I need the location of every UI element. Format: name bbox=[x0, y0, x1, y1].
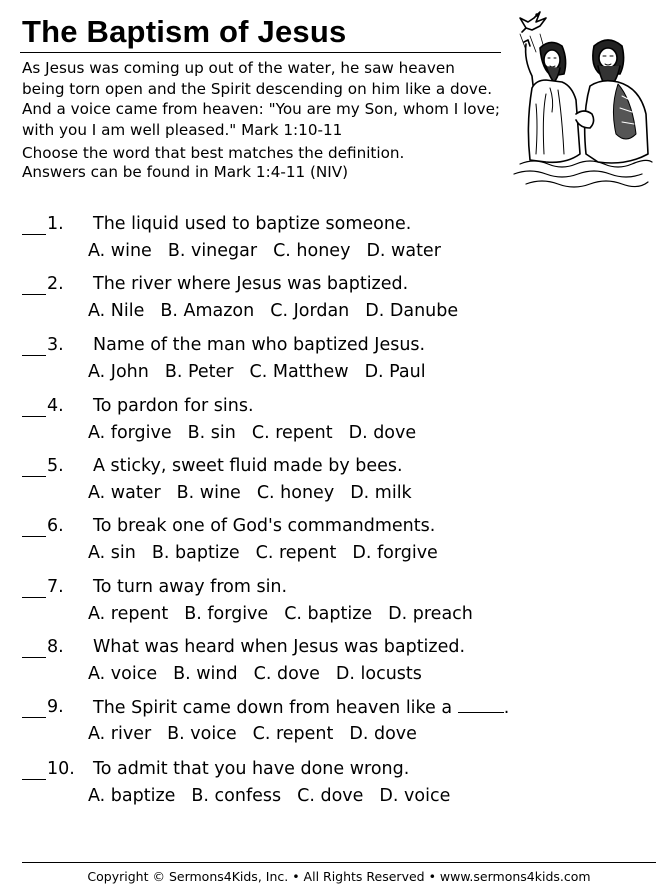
answer-blank[interactable] bbox=[22, 717, 46, 718]
choice-d: D. Paul bbox=[364, 362, 426, 382]
answer-choices bbox=[88, 423, 432, 443]
footer-divider bbox=[22, 862, 656, 863]
question-text: To admit that you have done wrong. bbox=[93, 759, 410, 779]
question-2 bbox=[0, 272, 672, 330]
dove-icon bbox=[520, 12, 546, 32]
question-number: 5. bbox=[47, 456, 64, 476]
choice-d: D. water bbox=[366, 241, 441, 261]
instructions-line-1: Choose the word that best matches the definition. bbox=[22, 144, 405, 162]
question-number: 4. bbox=[47, 396, 64, 416]
answer-blank[interactable] bbox=[22, 416, 46, 417]
choice-a: A. water bbox=[88, 483, 161, 503]
choice-d: D. locusts bbox=[335, 664, 422, 684]
choice-d: D. Danube bbox=[365, 301, 459, 321]
choice-a: A. repent bbox=[88, 604, 169, 624]
question-text: Name of the man who baptized Jesus. bbox=[93, 335, 426, 355]
choice-b: B. sin bbox=[187, 423, 236, 443]
question-4 bbox=[0, 394, 672, 452]
title-divider bbox=[20, 52, 501, 53]
answer-choices bbox=[88, 241, 457, 261]
question-text: To pardon for sins. bbox=[93, 396, 254, 416]
choice-d: D. dove bbox=[348, 423, 417, 443]
question-5 bbox=[0, 454, 672, 512]
choice-c: C. Matthew bbox=[249, 362, 349, 382]
answer-blank[interactable] bbox=[22, 234, 46, 235]
question-text-end: . bbox=[503, 698, 510, 718]
answer-choices bbox=[88, 301, 474, 321]
question-text: What was heard when Jesus was baptized. bbox=[93, 637, 466, 657]
choice-a: A. forgive bbox=[88, 423, 172, 443]
answer-choices bbox=[88, 724, 433, 744]
choice-b: B. confess bbox=[191, 786, 282, 806]
instructions-line-2: Answers can be found in Mark 1:4-11 (NIV) bbox=[22, 163, 349, 181]
question-text-main: The Spirit came down from heaven like a bbox=[93, 698, 453, 718]
choice-a: A. sin bbox=[88, 543, 136, 563]
choice-c: C. repent bbox=[251, 423, 333, 443]
answer-choices bbox=[88, 786, 466, 806]
answer-blank[interactable] bbox=[22, 476, 46, 477]
choice-c: C. baptize bbox=[284, 604, 373, 624]
choice-d: D. forgive bbox=[352, 543, 438, 563]
choice-c: C. repent bbox=[255, 543, 337, 563]
choice-c: C. Jordan bbox=[270, 301, 350, 321]
choice-b: B. voice bbox=[167, 724, 237, 744]
question-text: The river where Jesus was baptized. bbox=[93, 274, 409, 294]
question-number: 9. bbox=[47, 697, 64, 717]
jesus-figure bbox=[524, 40, 580, 162]
choice-d: D. dove bbox=[349, 724, 417, 744]
question-7 bbox=[0, 575, 672, 633]
answer-blank[interactable] bbox=[22, 657, 46, 658]
choice-b: B. Amazon bbox=[160, 301, 255, 321]
question-number: 2. bbox=[47, 274, 64, 294]
copyright-footer: Copyright © Sermons4Kids, Inc. • All Rights Reserved • www.sermons4kids.com bbox=[87, 869, 591, 884]
question-9 bbox=[0, 695, 672, 753]
water-ripples bbox=[514, 160, 652, 187]
question-text: A sticky, sweet fluid made by bees. bbox=[93, 456, 403, 476]
question-1 bbox=[0, 212, 672, 270]
choice-c: C. honey bbox=[273, 241, 351, 261]
choice-d: D. voice bbox=[379, 786, 451, 806]
answer-choices bbox=[88, 543, 454, 563]
choice-b: B. wine bbox=[176, 483, 241, 503]
question-number: 7. bbox=[47, 577, 64, 597]
answer-choices bbox=[88, 483, 428, 503]
choice-b: B. forgive bbox=[184, 604, 269, 624]
answer-choices bbox=[88, 664, 438, 684]
question-text: To break one of God's commandments. bbox=[93, 516, 436, 536]
choice-a: A. John bbox=[88, 362, 149, 382]
question-text bbox=[93, 697, 509, 718]
answer-blank[interactable] bbox=[22, 597, 46, 598]
fill-in-blank bbox=[458, 697, 504, 713]
answer-blank[interactable] bbox=[22, 536, 46, 537]
choice-a: A. voice bbox=[88, 664, 158, 684]
question-text: The liquid used to baptize someone. bbox=[93, 214, 412, 234]
question-number: 6. bbox=[47, 516, 64, 536]
answer-blank[interactable] bbox=[22, 355, 46, 356]
choice-b: B. baptize bbox=[151, 543, 240, 563]
answer-choices bbox=[88, 604, 489, 624]
choice-c: C. dove bbox=[297, 786, 364, 806]
question-3 bbox=[0, 333, 672, 391]
question-8 bbox=[0, 635, 672, 693]
answer-blank[interactable] bbox=[22, 779, 46, 780]
choice-b: B. Peter bbox=[164, 362, 234, 382]
choice-d: D. milk bbox=[350, 483, 412, 503]
question-number: 3. bbox=[47, 335, 64, 355]
instructions bbox=[22, 144, 502, 182]
page-title: The Baptism of Jesus bbox=[22, 14, 347, 49]
scripture-intro: As Jesus was coming up out of the water, he saw heaven being torn open and the Spirit descending on him like a dove. And a voice came from heaven: "You are my Son, whom I love; with you I am well pleased." Mark 1:10-11 bbox=[22, 59, 501, 139]
choice-c: C. honey bbox=[256, 483, 335, 503]
question-number: 10. bbox=[47, 759, 75, 779]
question-number: 8. bbox=[47, 637, 64, 657]
choice-a: A. river bbox=[88, 724, 152, 744]
baptism-illustration bbox=[506, 4, 656, 190]
choice-b: B. wind bbox=[173, 664, 238, 684]
answer-choices bbox=[88, 362, 442, 382]
choice-b: B. vinegar bbox=[167, 241, 258, 261]
choice-a: A. wine bbox=[88, 241, 152, 261]
choice-a: A. Nile bbox=[88, 301, 145, 321]
choice-a: A. baptize bbox=[88, 786, 176, 806]
john-the-baptist-figure bbox=[576, 40, 648, 163]
question-number: 1. bbox=[47, 214, 64, 234]
choice-d: D. preach bbox=[388, 604, 473, 624]
choice-c: C. dove bbox=[253, 664, 320, 684]
question-10 bbox=[0, 757, 672, 815]
question-6 bbox=[0, 514, 672, 572]
answer-blank[interactable] bbox=[22, 294, 46, 295]
question-text: To turn away from sin. bbox=[93, 577, 288, 597]
choice-c: C. repent bbox=[252, 724, 334, 744]
